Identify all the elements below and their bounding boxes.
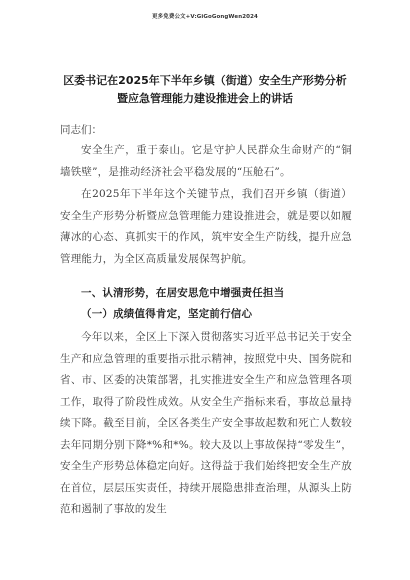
title-line-1: 区委书记在2025年下半年乡镇（街道）安全生产形势分析	[63, 74, 347, 87]
paragraph-3: 今年以来，全区上下深入贯彻落实习近平总书记关于安全生产和应急管理的重要指示批示精神，按照党中央、国务院和省、市、区委的决策部署，扎实推进安全生产和应急管理各项工作，取得了阶段性成效。从安全生产指标来看，事故总量持续下降。截至目前，全区各类生产安全事故起数和死亡人数较去年同期分别下降*%和*%。较大及以上事故保持“零发生”，安全生产形势总体稳定向好。这得益于我们始终把安全生产放在首位，层层压实责任，持续开展隐患排查治理，从源头上防范和遏制了事故的发生	[60, 331, 352, 515]
document-title	[50, 72, 360, 108]
paragraph-1: 安全生产，重于泰山。它是守护人民群众生命财产的“铜墙铁壁”，是推动经济社会平稳发展的“压舱石”。	[60, 144, 352, 178]
section-heading-1: 一、认清形势，在居安思危中增强责任担当	[81, 287, 285, 299]
subsection-heading-1: （一）成绩值得肯定，坚定前行信心	[81, 308, 253, 320]
header-note: 更多免费公文+V:GiGoGongWen2024	[152, 14, 258, 20]
salutation: 同志们：	[60, 124, 102, 136]
paragraph-2: 在2025年下半年这个关键节点，我们召开乡镇（街道）安全生产形势分析暨应急管理能力建设推进会，就是要以如履薄冰的心态、真抓实干的作风，筑牢安全生产防线，提升应急管理能力，为全区高质量发展保驾护航。	[60, 188, 352, 265]
title-line-2: 暨应急管理能力建设推进会上的讲话	[117, 92, 293, 105]
